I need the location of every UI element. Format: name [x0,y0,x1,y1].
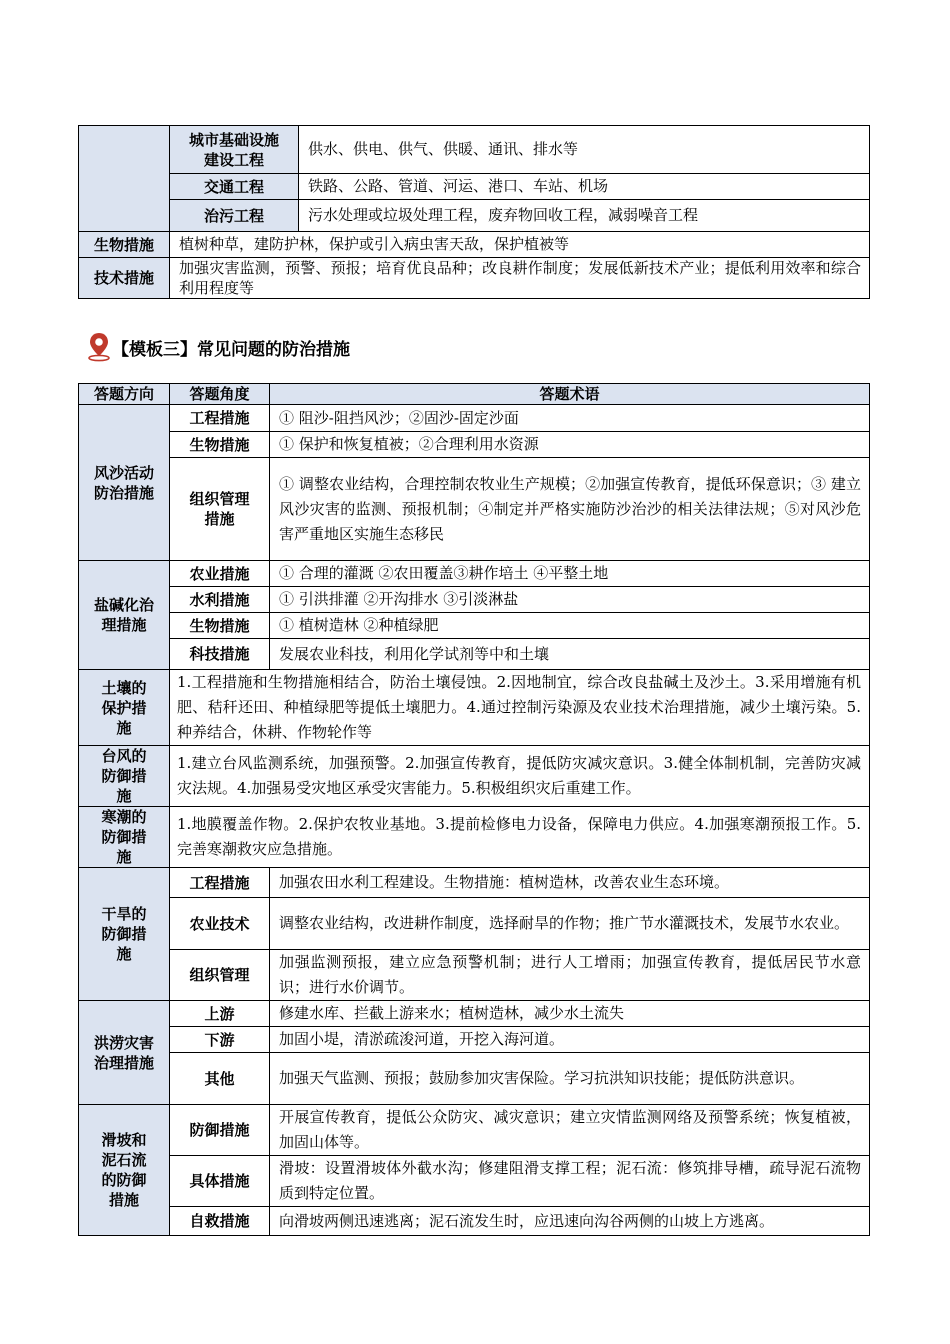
terms-cell: 铁路、公路、管道、河运、港口、车站、机场 [299,174,870,200]
terms-cell: ① 引洪排灌 ②开沟排水 ③引淡淋盐 [270,587,870,613]
direction-cell: 滑坡和泥石流的防御措施 [79,1105,170,1236]
terms-cell: 加强农田水利工程建设。生物措施：植树造林，改善农业生态环境。 [270,868,870,898]
measures-table-continued [78,125,870,299]
angle-cell: 其他 [170,1053,270,1105]
angle-cell: 治污工程 [170,200,299,232]
section-heading [88,330,350,364]
terms-cell: 滑坡：设置滑坡体外截水沟；修建阻滑支撑工程；泥石流：修筑排导槽，疏导泥石流物质到特定位置。 [270,1156,870,1207]
angle-cell: 农业措施 [170,561,270,587]
direction-cell: 土壤的保护措施 [79,670,170,746]
terms-cell: 修建水库、拦截上游来水；植树造林，减少水土流失 [270,1001,870,1027]
angle-cell: 工程措施 [170,405,270,432]
angle-cell: 工程措施 [170,868,270,898]
prevention-measures-table [78,383,870,1236]
angle-cell: 防御措施 [170,1105,270,1156]
terms-cell: 加固小堤，清淤疏浚河道，开挖入海河道。 [270,1027,870,1053]
angle-cell: 下游 [170,1027,270,1053]
terms-cell: 向滑坡两侧迅速逃离；泥石流发生时，应迅速向沟谷两侧的山坡上方逃离。 [270,1207,870,1236]
terms-cell: 加强天气监测、预报；鼓励参加灾害保险。学习抗洪知识技能；提低防洪意识。 [270,1053,870,1105]
category-cell-empty [79,126,170,232]
direction-cell: 台风的防御措施 [79,746,170,807]
terms-cell: 调整农业结构，改进耕作制度，选择耐旱的作物；推广节水灌溉技术，发展节水农业。 [270,898,870,950]
angle-cell: 组织管理 [170,950,270,1001]
direction-cell: 盐碱化治理措施 [79,561,170,670]
terms-cell: ① 阻沙-阻挡风沙；②固沙-固定沙面 [270,405,870,432]
terms-cell: 加强监测预报，建立应急预警机制；进行人工增雨；加强宣传教育，提低居民节水意识；进行水价调节。 [270,950,870,1001]
header-direction: 答题方向 [79,384,170,405]
angle-cell: 自救措施 [170,1207,270,1236]
terms-cell: ① 保护和恢复植被；②合理利用水资源 [270,432,870,458]
angle-cell: 科技措施 [170,639,270,670]
terms-cell: ① 合理的灌溉 ②农田覆盖③耕作培土 ④平整土地 [270,561,870,587]
terms-cell: 1.工程措施和生物措施相结合，防治土壤侵蚀。2.因地制宜，综合改良盐碱土及沙土。3.采用增施有机肥、秸秆还田、种植绿肥等提低土壤肥力。4.通过控制污染源及农业技术治理措施，减少土壤污染。5.种养结合，休耕、作物轮作等 [170,670,870,746]
terms-cell: 1.地膜覆盖作物。2.保护农牧业基地。3.提前检修电力设备，保障电力供应。4.加强寒潮预报工作。5.完善寒潮救灾应急措施。 [170,807,870,868]
angle-cell: 水利措施 [170,587,270,613]
terms-cell: 植树种草，建防护林，保护或引入病虫害天敌，保护植被等 [170,232,870,258]
direction-cell: 洪涝灾害治理措施 [79,1001,170,1105]
angle-cell: 具体措施 [170,1156,270,1207]
terms-cell: 污水处理或垃圾处理工程，废弃物回收工程，减弱噪音工程 [299,200,870,232]
angle-cell: 城市基础设施建设工程 [170,126,299,174]
terms-cell: ① 调整农业结构，合理控制农牧业生产规模；②加强宣传教育，提低环保意识；③ 建立风沙灾害的监测、预报机制；④制定并严格实施防沙治沙的相关法律法规；⑤对风沙危害严重地区实施生态移民 [270,458,870,561]
terms-cell: 加强灾害监测，预警、预报；培育优良品种；改良耕作制度；发展低新技术产业；提低利用效率和综合利用程度等 [170,258,870,299]
direction-cell: 寒潮的防御措施 [79,807,170,868]
category-cell: 技术措施 [79,258,170,299]
terms-cell: 供水、供电、供气、供暖、通讯、排水等 [299,126,870,174]
angle-cell: 组织管理措施 [170,458,270,561]
angle-cell: 生物措施 [170,613,270,639]
direction-cell: 干旱的防御措施 [79,868,170,1001]
section-title: 【模板三】常见问题的防治措施 [112,339,350,360]
terms-cell: ① 植树造林 ②种植绿肥 [270,613,870,639]
terms-cell: 1.建立台风监测系统，加强预警。2.加强宣传教育，提低防灾减灾意识。3.健全体制机制，完善防灾减灾法规。4.加强易受灾地区承受灾害能力。5.积极组织灾后重建工作。 [170,746,870,807]
angle-cell: 交通工程 [170,174,299,200]
header-terms: 答题术语 [270,384,870,405]
angle-cell: 上游 [170,1001,270,1027]
terms-cell: 开展宣传教育，提低公众防灾、减灾意识；建立灾情监测网络及预警系统；恢复植被，加固山体等。 [270,1105,870,1156]
angle-cell: 农业技术 [170,898,270,950]
category-cell: 生物措施 [79,232,170,258]
header-angle: 答题角度 [170,384,270,405]
angle-cell: 生物措施 [170,432,270,458]
terms-cell: 发展农业科技，利用化学试剂等中和土壤 [270,639,870,670]
location-pin-icon [88,332,110,362]
direction-cell: 风沙活动防治措施 [79,405,170,561]
